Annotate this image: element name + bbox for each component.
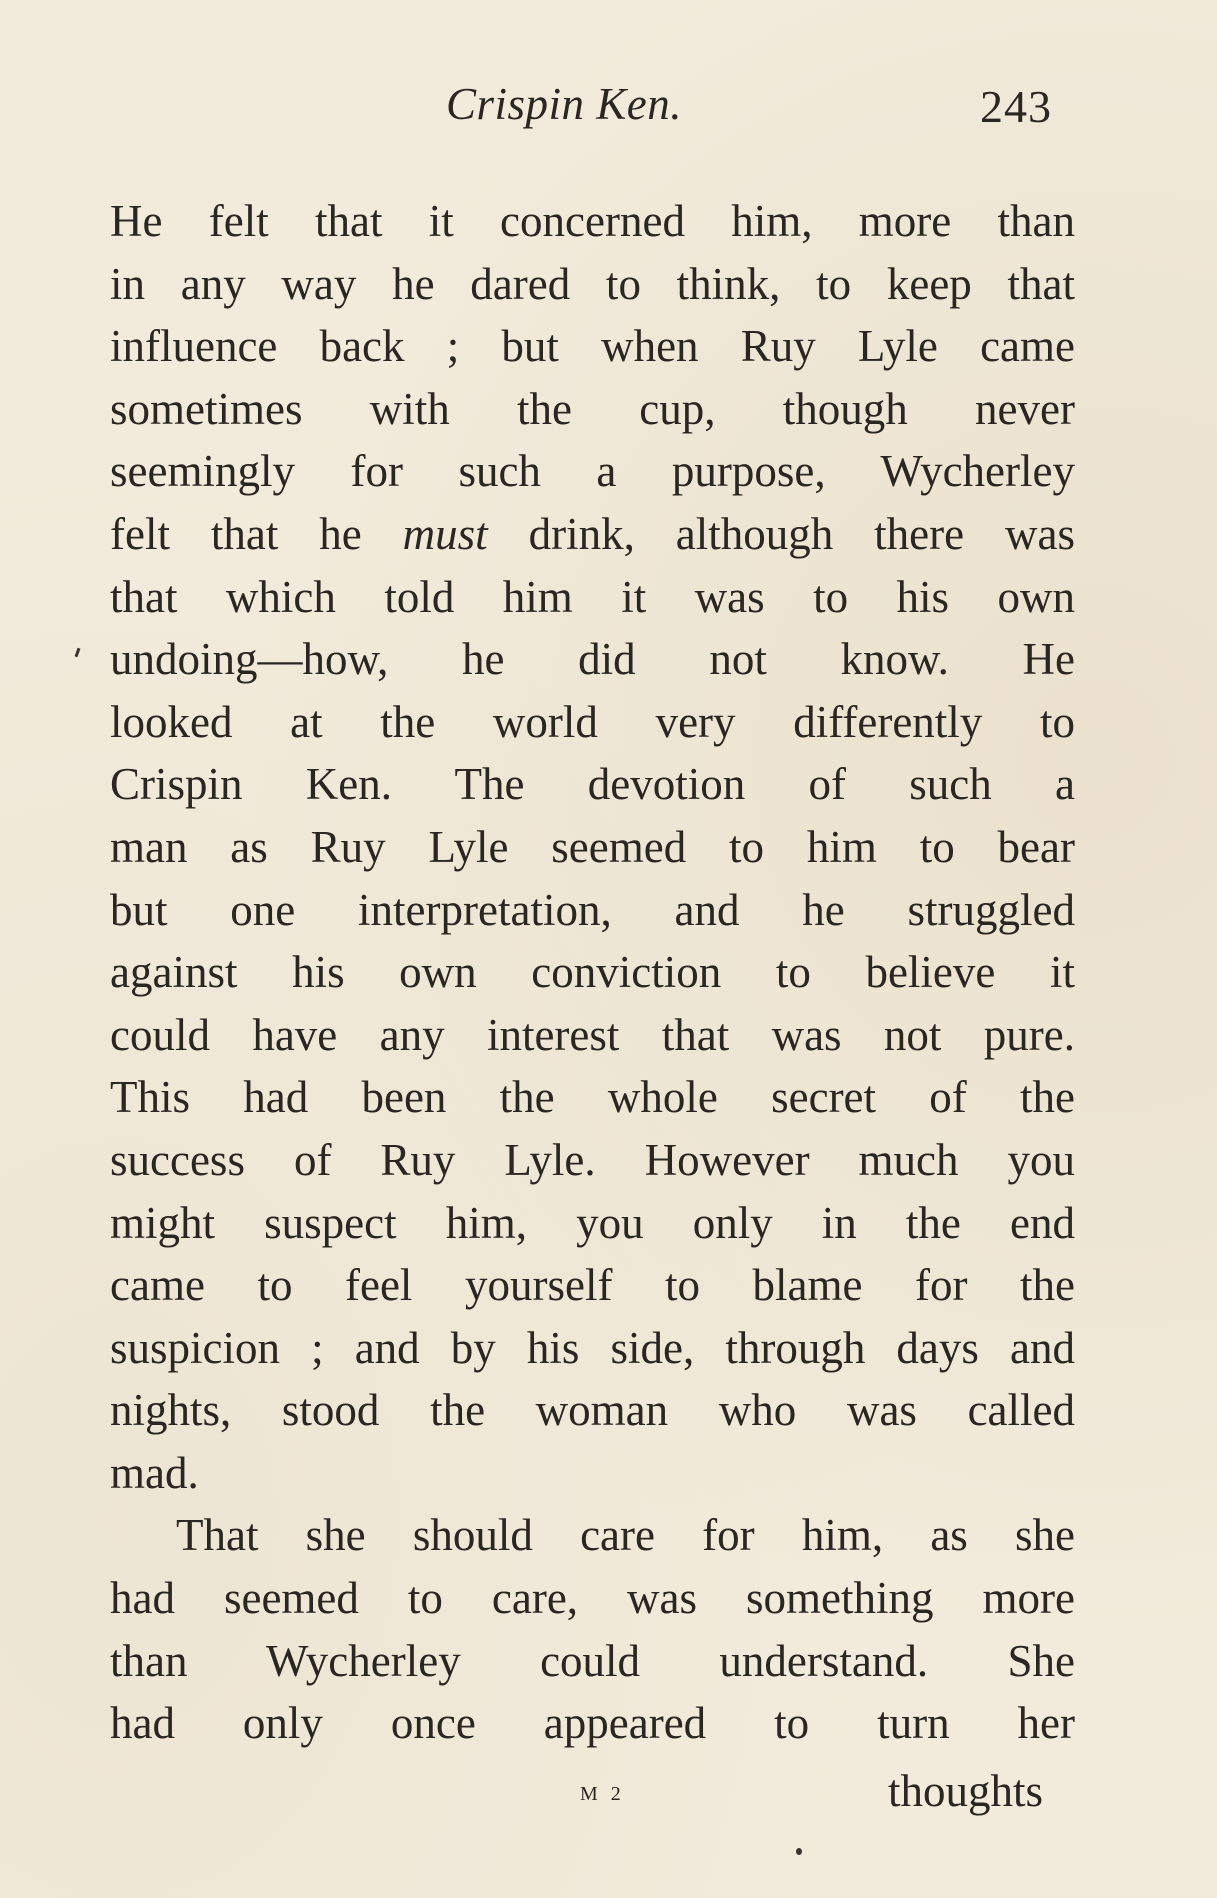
text-line-21: mad. [110,1447,199,1498]
body-text [110,190,1075,1755]
text-line-17: might suspect him, you only in the end [110,1197,1075,1248]
text-line-15: This had been the whole secret of the [110,1072,1075,1123]
text-line-5: seemingly for such a purpose, Wycherley [110,446,1075,497]
catchword: thoughts [888,1766,1044,1816]
text-line-10: Crispin Ken. The devotion of such a [110,759,1075,810]
text-line-2: in any way he dared to think, to keep that [110,258,1075,309]
text-line-14: could have any interest that was not pure. [110,1009,1075,1060]
signature-mark: M 2 [580,1783,625,1805]
text-line-16: success of Ruy Lyle. However much you [110,1134,1075,1185]
text-line-3: influence back ; but when Ruy Lyle came [110,321,1075,372]
text-line-22: That she should care for him, as she [176,1510,1075,1561]
running-head [0,78,1217,138]
text-line-25: had only once appeared to turn her [110,1698,1075,1749]
page-number: 243 [980,81,1052,132]
text-line-12: but one interpretation, and he struggled [110,884,1075,935]
running-title: Crispin Ken. [446,79,683,129]
text-line-18: came to feel yourself to blame for the [110,1260,1075,1311]
text-line-23: had seemed to care, was something more [110,1573,1075,1624]
text-line-13: against his own conviction to believe it [110,947,1075,998]
page-footer [0,1765,1217,1825]
text-line-20: nights, stood the woman who was called [110,1385,1075,1436]
text-line-6-part-2: drink, although there was [487,508,1075,559]
text-line-7: that which told him it was to his own [110,571,1075,622]
text-line-19: suspicion ; and by his side, through days and [110,1322,1075,1373]
text-line-24: than Wycherley could understand. She [110,1635,1075,1686]
text-line-6 [110,503,1075,566]
text-line-1: He felt that it concerned him, more than [110,196,1075,246]
text-line-9: looked at the world very differently to [110,696,1075,747]
text-line-4: sometimes with the cup, though never [110,383,1075,434]
margin-mark [75,648,81,657]
text-line-8: undoing—how, he did not know. He [110,634,1075,685]
ink-speck [796,1848,802,1855]
text-line-6-part-1: felt that he [110,508,403,559]
text-line-11: man as Ruy Lyle seemed to him to bear [110,821,1075,872]
emphasis-must: must [402,508,488,559]
